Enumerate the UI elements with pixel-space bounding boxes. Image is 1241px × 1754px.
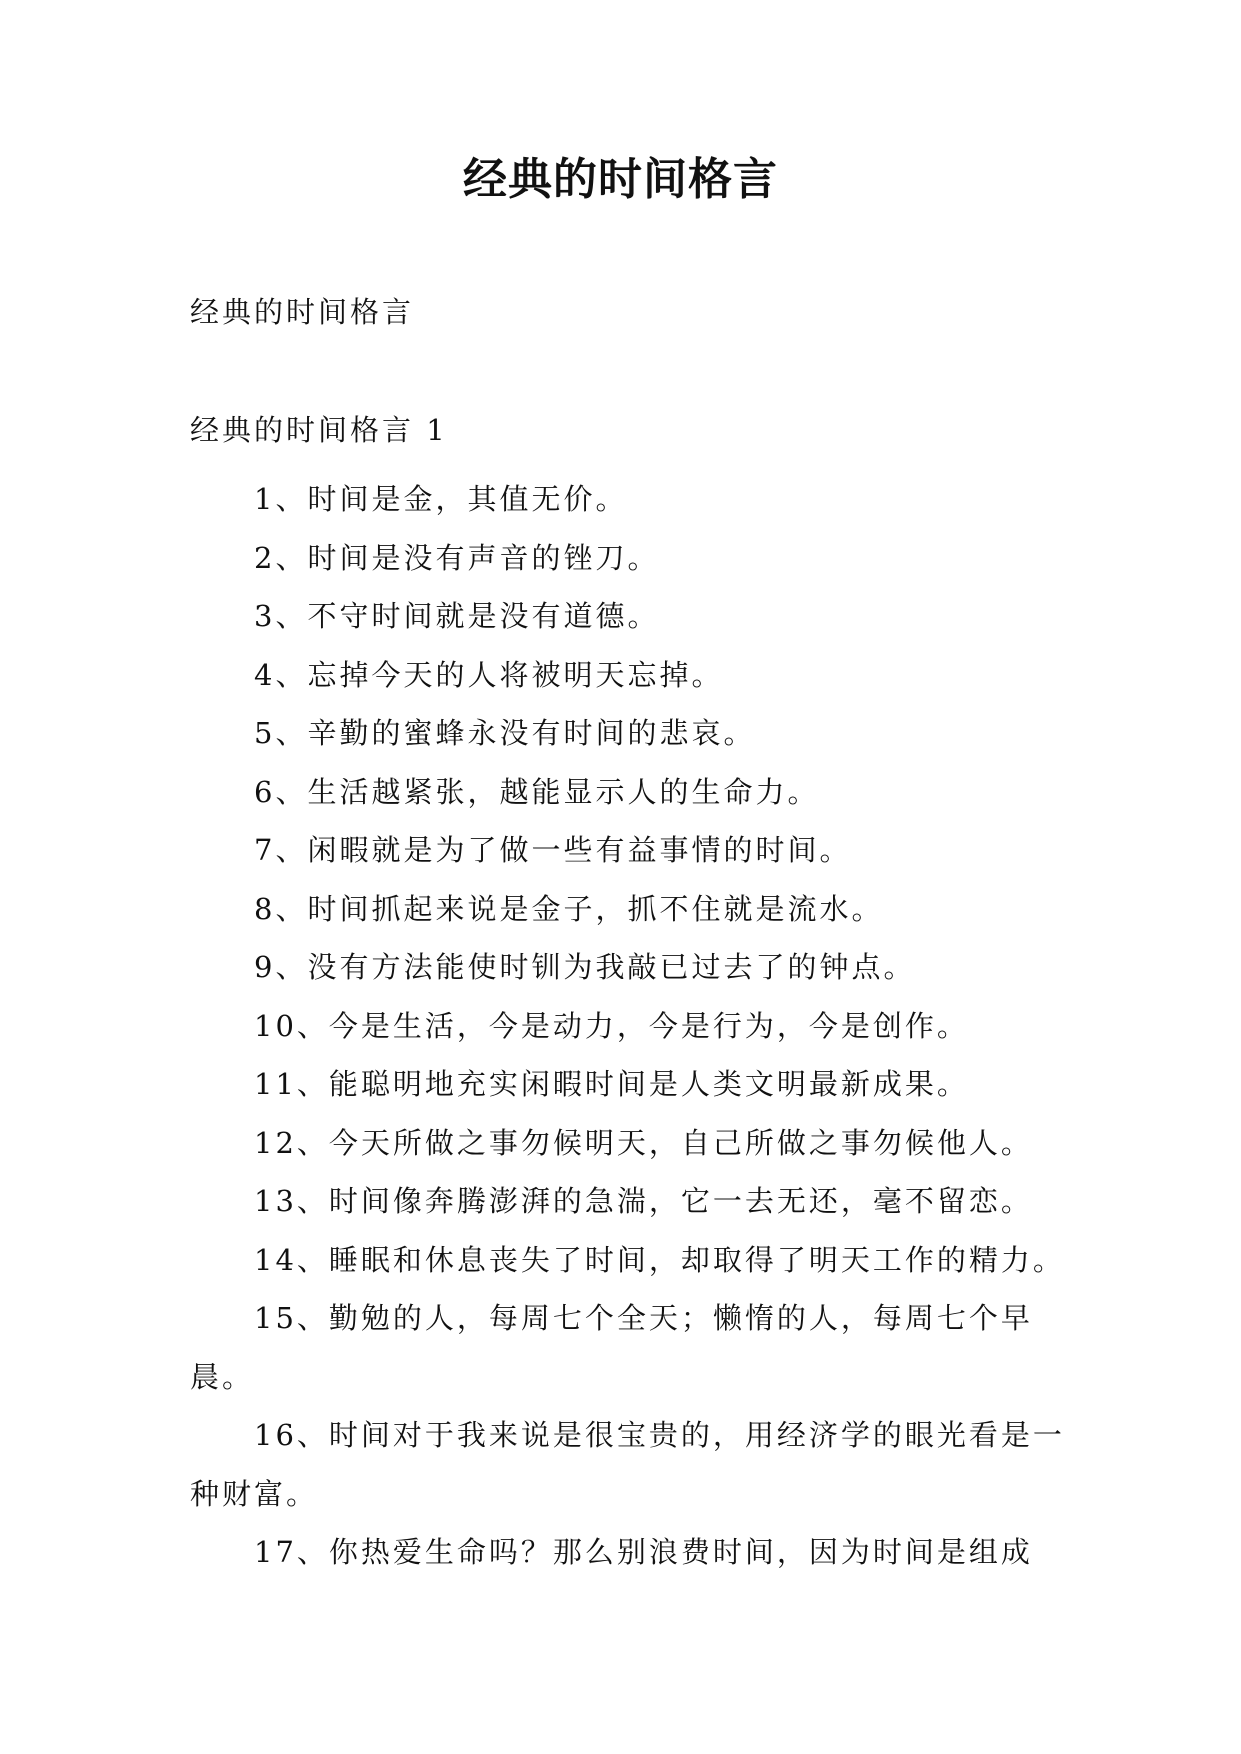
- quote-item: 6、生活越紧张，越能显示人的生命力。: [254, 774, 820, 809]
- document-subtitle: 经典的时间格言: [190, 295, 415, 329]
- quote-item: 12、今天所做之事勿候明天，自己所做之事勿候他人。: [254, 1125, 1033, 1160]
- quote-item: 4、忘掉今天的人将被明天忘掉。: [254, 657, 724, 692]
- quote-item: 10、今是生活，今是动力，今是行为，今是创作。: [254, 1008, 969, 1043]
- quote-item: 16、时间对于我来说是很宝贵的，用经济学的眼光看是一种财富。: [190, 1418, 1065, 1511]
- quote-item: 1、时间是金，其值无价。: [254, 482, 628, 516]
- page-title: 经典的时间格言: [463, 154, 778, 205]
- quote-item: 14、睡眠和休息丧失了时间，却取得了明天工作的精力。: [254, 1242, 1065, 1277]
- quote-item: 7、闲暇就是为了做一些有益事情的时间。: [254, 833, 852, 867]
- quote-item: 13、时间像奔腾澎湃的急湍，它一去无还，毫不留恋。: [254, 1184, 1033, 1218]
- quote-item: 9、没有方法能使时钏为我敲已过去了的钟点。: [254, 950, 916, 984]
- quote-item: 5、辛勤的蜜蜂永没有时间的悲哀。: [254, 716, 756, 750]
- section-heading: 经典的时间格言 1: [190, 413, 448, 447]
- quote-item: 3、不守时间就是没有道德。: [254, 599, 660, 633]
- quote-item: 8、时间抓起来说是金子，抓不住就是流水。: [254, 891, 884, 926]
- quote-item: 17、你热爱生命吗？那么别浪费时间，因为时间是组成: [254, 1535, 1033, 1569]
- quote-item: 11、能聪明地充实闲暇时间是人类文明最新成果。: [254, 1067, 969, 1101]
- quote-list: [190, 470, 1070, 1582]
- quote-item: 2、时间是没有声音的锉刀。: [254, 540, 660, 575]
- quote-item: 15、勤勉的人，每周七个全天；懒惰的人，每周七个早晨。: [190, 1301, 1033, 1394]
